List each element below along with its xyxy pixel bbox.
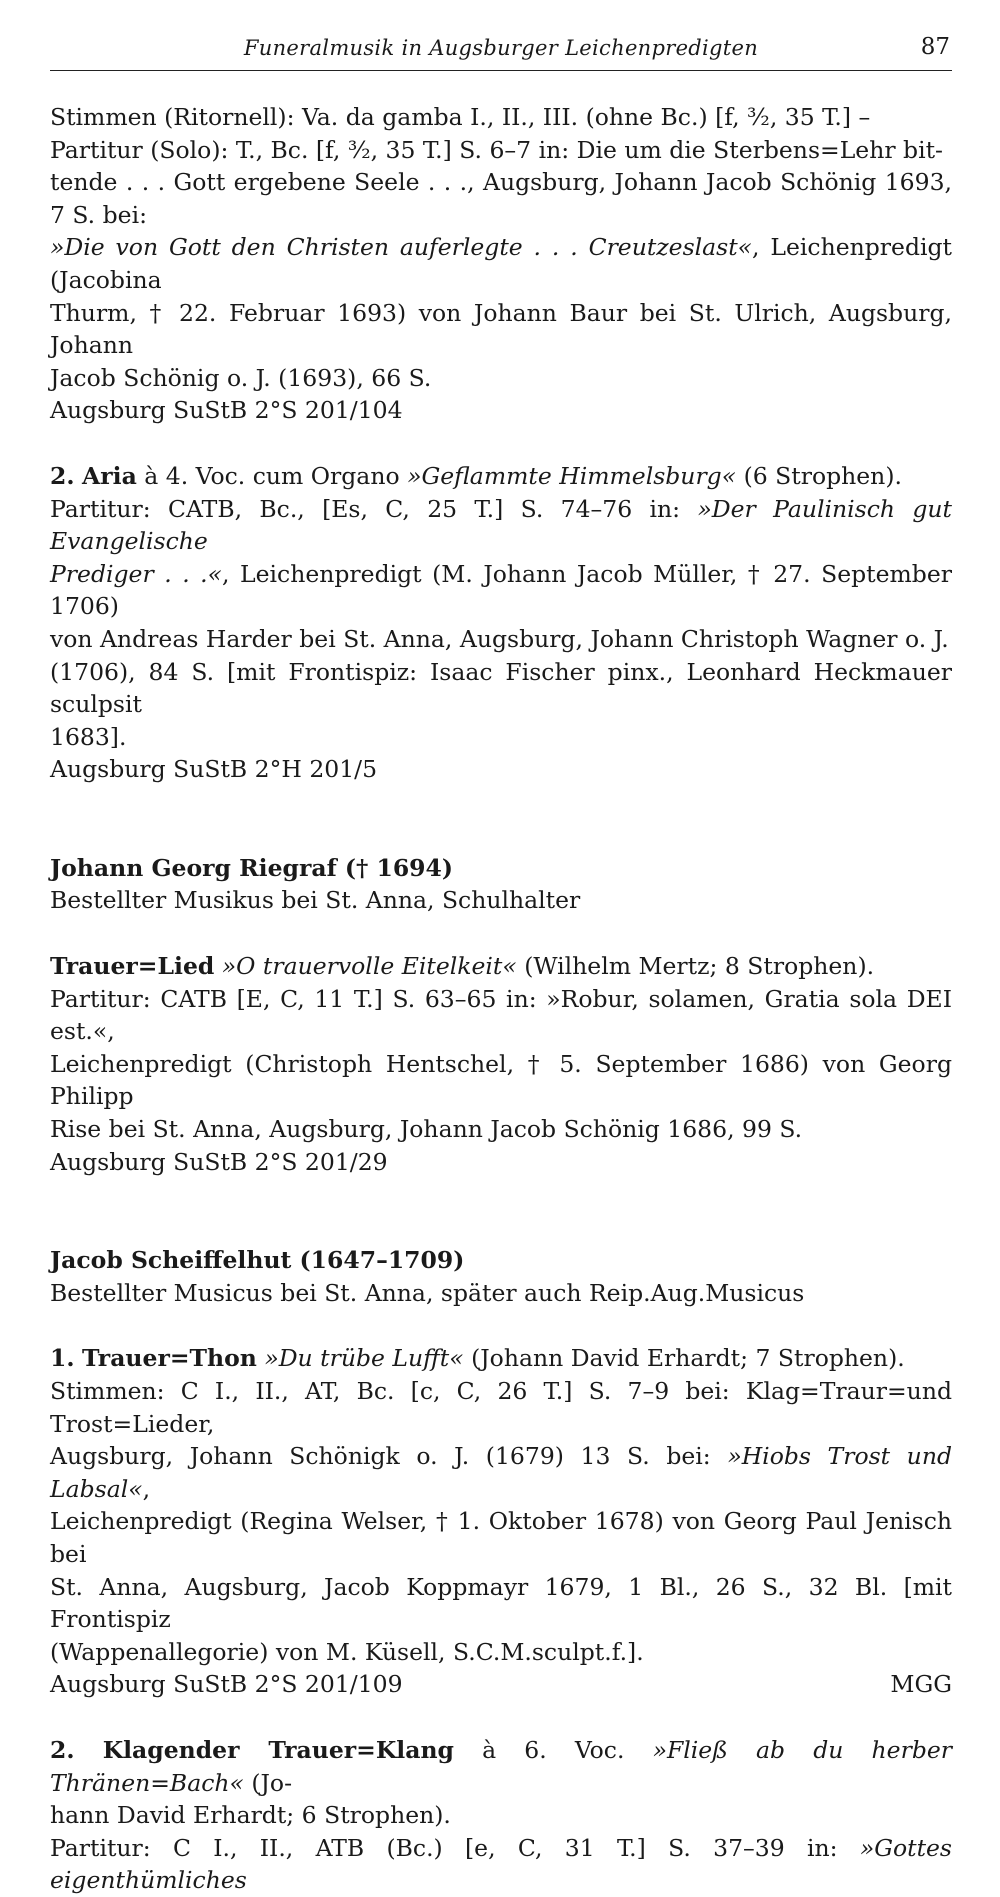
work-title: »Geflammte Himmelsburg« (407, 461, 737, 490)
work-title: »Fließ ab du herber Thränen=Bach« (50, 1735, 952, 1797)
entry-genre: Trauer=Thon (82, 1344, 257, 1373)
entry-genre: Aria (82, 461, 137, 490)
entry-heading: 2. Aria à 4. Voc. cum Organo »Geflammte Himmelsburg« (6 Strophen). (50, 461, 902, 490)
text-line: Partitur: C I., II., ATB (Bc.) [e, C, 31 T.] S. 37–39 in: »Gottes eigenthümliches (50, 1833, 952, 1895)
work-title: »Die von Gott den Christen auferlegte . . . Creutzeslast« (50, 233, 753, 262)
entry-continued (50, 101, 952, 427)
text-line: (Wappenallegorie) von M. Küsell, S.C.M.sculpt.f.]. (50, 1637, 644, 1666)
page-body (50, 101, 952, 1897)
library-shelfmark: Augsburg SuStB 2°S 201/104 (50, 396, 403, 425)
text-line: (1706), 84 S. [mit Frontispiz: Isaac Fischer pinx., Leonhard Heckmauer sculpsit (50, 657, 952, 719)
composer-role: Bestellter Musikus bei St. Anna, Schulhalter (50, 886, 581, 915)
text-line: St. Anna, Augsburg, Jacob Koppmayr 1679, 1 Bl., 26 S., 32 Bl. [mit Frontispiz (50, 1572, 952, 1634)
text-line: Leichenpredigt (Regina Welser, † 1. Oktober 1678) von Georg Paul Jenisch bei (50, 1507, 952, 1568)
library-row (50, 1668, 952, 1701)
text-line: tende . . . Gott ergebene Seele . . ., Augsburg, Johann Jacob Schönig 1693, 7 S. bei: (50, 168, 952, 229)
composer-riegraf (50, 852, 952, 1178)
running-header (50, 34, 952, 71)
composer-scheiffelhut (50, 1244, 952, 1897)
text-line: hann David Erhardt; 6 Strophen). (50, 1801, 451, 1830)
text-line: 1683]. (50, 722, 127, 751)
source-reference: MGG (890, 1670, 952, 1699)
text-line: Prediger . . .«, Leichenpredigt (M. Johann Jacob Müller, † 27. September 1706) (50, 559, 952, 621)
composer-role: Bestellter Musicus bei St. Anna, später auch Reip.Aug.Musicus (50, 1278, 805, 1307)
entry-heading: 2. Klagender Trauer=Klang à 6. Voc. »Fließ ab du herber Thränen=Bach« (Jo- (50, 1735, 952, 1797)
text-line: Partitur: CATB, Bc., [Es, C, 25 T.] S. 74–76 in: »Der Paulinisch gut Evangelische (50, 494, 952, 556)
text-line: Thurm, † 22. Februar 1693) von Johann Baur bei St. Ulrich, Augsburg, Johann (50, 298, 952, 360)
text-line: Rise bei St. Anna, Augsburg, Johann Jacob Schönig 1686, 99 S. (50, 1115, 803, 1144)
entry-aria (50, 460, 952, 786)
text-line: von Andreas Harder bei St. Anna, Augsburg, Johann Christoph Wagner o. J. (50, 624, 949, 653)
composer-name: Jacob Scheiffelhut (1647–1709) (50, 1246, 465, 1275)
text-line: Stimmen (Ritornell): Va. da gamba I., II., III. (ohne Bc.) [f, ³⁄₂, 35 T.] – (50, 103, 871, 131)
work-title: »Du trübe Lufft« (256, 1344, 464, 1373)
text-line: »Die von Gott den Christen auferlegte . . . Creutzeslast«, Leichenpredigt (Jacobina (50, 233, 952, 294)
page-number: 87 (920, 34, 950, 60)
page (50, 34, 952, 1897)
text-line: Jacob Schönig o. J. (1693), 66 S. (50, 363, 432, 392)
text-line: Leichenpredigt (Christoph Hentschel, † 5. September 1686) von Georg Philipp (50, 1049, 952, 1111)
work-title: »O trauervolle Eitelkeit« (214, 952, 517, 981)
entry-genre: Klagender Trauer=Klang (102, 1735, 454, 1764)
library-shelfmark: Augsburg SuStB 2°S 201/29 (50, 1147, 388, 1176)
text-line: Stimmen: C I., II., AT, Bc. [c, C, 26 T.] S. 7–9 bei: Klag=Traur=und Trost=Lieder, (50, 1377, 952, 1438)
library-shelfmark: Augsburg SuStB 2°H 201/5 (50, 755, 378, 784)
text-line: Augsburg, Johann Schönigk o. J. (1679) 13 S. bei: »Hiobs Trost und Labsal«, (50, 1442, 952, 1503)
text-line: Partitur: CATB [E, C, 11 T.] S. 63–65 in: »Robur, solamen, Gratia sola DEI est.«, (50, 984, 952, 1046)
composer-name: Johann Georg Riegraf († 1694) (50, 853, 453, 882)
entry-genre: Trauer=Lied (50, 952, 215, 981)
library-shelfmark: Augsburg SuStB 2°S 201/109 (50, 1670, 403, 1699)
text-line: Partitur (Solo): T., Bc. [f, ³⁄₂, 35 T.] S. 6–7 in: Die um die Sterbens=Lehr bit- (50, 135, 943, 164)
entry-heading: 1. Trauer=Thon »Du trübe Lufft« (Johann David Erhardt; 7 Strophen). (50, 1344, 905, 1373)
entry-heading: Trauer=Lied »O trauervolle Eitelkeit« (Wilhelm Mertz; 8 Strophen). (50, 952, 875, 981)
running-title: Funeralmusik in Augsburger Leichenpredigten (243, 36, 759, 60)
